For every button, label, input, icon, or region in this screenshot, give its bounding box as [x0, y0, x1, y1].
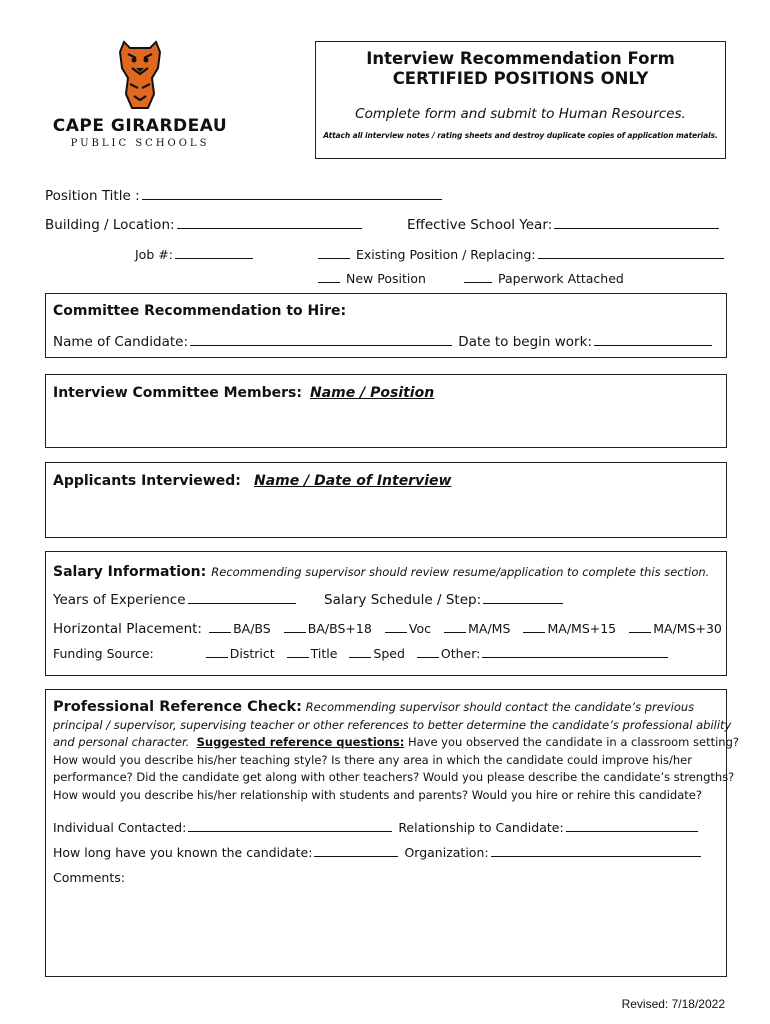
placement-option: BA/BS+18	[307, 621, 372, 636]
reference-title: Professional Reference Check:	[53, 699, 302, 715]
funding-option: Title	[310, 646, 338, 661]
schedule-label: Salary Schedule / Step:	[324, 592, 482, 608]
schedule-row	[324, 591, 565, 608]
funding-check[interactable]	[287, 645, 309, 658]
reference-intro-line: and personal character.	[53, 735, 190, 749]
placement-check[interactable]	[385, 620, 407, 633]
reference-intro-line: principal / supervisor, supervising teacher or other references to better determine the candidate’s professional ability	[53, 717, 732, 732]
placement-check[interactable]	[629, 620, 651, 633]
form-header-box	[315, 41, 726, 159]
how-long-field[interactable]	[314, 844, 398, 857]
job-row	[135, 246, 255, 262]
paperwork-label: Paperwork Attached	[497, 271, 624, 286]
building-label: Building / Location:	[45, 217, 175, 233]
placement-check[interactable]	[523, 620, 545, 633]
revised-date: Revised: 7/18/2022	[621, 997, 725, 1011]
how-long-label: How long have you known the candidate:	[53, 845, 313, 860]
placement-option: MA/MS+15	[547, 621, 617, 636]
placement-option: MA/MS	[468, 621, 511, 636]
placement-check[interactable]	[444, 620, 466, 633]
reference-question-line: performance? Did the candidate get along with other teachers? Would you please describe the candidate’s strengths?	[53, 770, 735, 784]
individual-row	[53, 819, 700, 835]
relationship-label: Relationship to Candidate:	[398, 820, 564, 835]
horizontal-label: Horizontal Placement:	[53, 621, 202, 637]
funding-option: District	[229, 646, 275, 661]
members-title: Interview Committee Members:	[53, 385, 302, 401]
form-subtitle: CERTIFIED POSITIONS ONLY	[392, 69, 649, 88]
relationship-field[interactable]	[566, 819, 698, 832]
job-field[interactable]	[175, 246, 253, 259]
logo-district-subtitle: PUBLIC SCHOOLS	[70, 138, 210, 149]
salary-box	[45, 551, 727, 676]
building-row	[45, 216, 364, 233]
position-title-field[interactable]	[142, 187, 442, 200]
salary-note: Recommending supervisor should review resume/application to complete this section.	[211, 565, 710, 579]
form-instruction: Complete form and submit to Human Resources.	[355, 106, 686, 122]
position-title-label: Position Title :	[45, 188, 140, 204]
school-year-row	[407, 216, 721, 233]
applicants-column-header: Name / Date of Interview	[254, 473, 452, 489]
building-field[interactable]	[177, 216, 362, 229]
comments-label: Comments:	[53, 870, 125, 885]
applicants-title: Applicants Interviewed:	[53, 473, 241, 489]
funding-other-field[interactable]	[482, 645, 668, 658]
placement-check[interactable]	[284, 620, 306, 633]
existing-position-label: Existing Position / Replacing:	[355, 247, 536, 262]
paperwork-check[interactable]	[464, 270, 492, 283]
date-begin-label: Date to begin work:	[458, 334, 592, 350]
new-position-check[interactable]	[318, 270, 340, 283]
funding-check[interactable]	[349, 645, 371, 658]
applicants-box	[45, 462, 727, 538]
logo-district-name: CAPE GIRARDEAU	[52, 116, 228, 136]
placement-check[interactable]	[209, 620, 231, 633]
reference-question-line: Have you observed the candidate in a classroom setting?	[407, 735, 739, 749]
individual-label: Individual Contacted:	[53, 820, 187, 835]
district-logo	[52, 38, 228, 156]
members-column-header: Name / Position	[310, 385, 435, 401]
new-position-label: New Position	[345, 271, 426, 286]
form-attach-note: Attach all interview notes / rating sheets and destroy duplicate copies of application materials.	[323, 131, 718, 140]
reference-question-line: How would you describe his/her relationship with students and parents? Would you hire or rehire this candidate?	[53, 787, 702, 802]
suggested-questions-label: Suggested reference questions:	[196, 735, 405, 749]
committee-recommendation-box	[45, 293, 727, 358]
how-long-row	[53, 844, 703, 860]
form-title: Interview Recommendation Form	[366, 49, 675, 68]
funding-check[interactable]	[206, 645, 228, 658]
placement-option: BA/BS	[233, 621, 271, 636]
tiger-mascot-icon	[110, 38, 170, 110]
reference-check-box	[45, 689, 739, 977]
funding-row	[53, 645, 670, 661]
position-title-row	[45, 187, 444, 204]
candidate-field[interactable]	[190, 333, 452, 346]
existing-position-row	[316, 246, 726, 262]
funding-check[interactable]	[417, 645, 439, 658]
job-label: Job #:	[135, 247, 173, 262]
funding-option: Other:	[440, 646, 481, 661]
years-label: Years of Experience	[53, 592, 186, 608]
replacing-field[interactable]	[538, 246, 724, 259]
reference-intro-line: Recommending supervisor should contact the candidate’s previous	[305, 700, 695, 714]
school-year-field[interactable]	[554, 216, 719, 229]
organization-field[interactable]	[491, 844, 701, 857]
committee-members-box	[45, 374, 727, 448]
candidate-label: Name of Candidate:	[53, 334, 188, 350]
schedule-field[interactable]	[483, 591, 563, 604]
funding-label: Funding Source:	[53, 646, 154, 661]
salary-title: Salary Information:	[53, 564, 207, 580]
reference-intro	[53, 699, 739, 804]
committee-title: Committee Recommendation to Hire:	[53, 303, 347, 319]
existing-position-check[interactable]	[318, 246, 350, 259]
new-position-row	[316, 270, 426, 286]
candidate-row	[53, 333, 714, 350]
years-row	[53, 591, 298, 608]
date-begin-field[interactable]	[594, 333, 712, 346]
years-field[interactable]	[188, 591, 296, 604]
individual-field[interactable]	[188, 819, 392, 832]
paperwork-row	[462, 270, 624, 286]
reference-question-line: How would you describe his/her teaching style? Is there any area in which the candidate could improve his/her	[53, 752, 692, 767]
placement-option: Voc	[408, 621, 432, 636]
salary-header	[53, 561, 709, 580]
comments-area[interactable]	[53, 890, 719, 968]
horizontal-row	[53, 618, 722, 637]
organization-label: Organization:	[404, 845, 489, 860]
placement-option: MA/MS+30	[653, 621, 722, 636]
funding-option: Sped	[373, 646, 405, 661]
school-year-label: Effective School Year:	[407, 217, 553, 233]
